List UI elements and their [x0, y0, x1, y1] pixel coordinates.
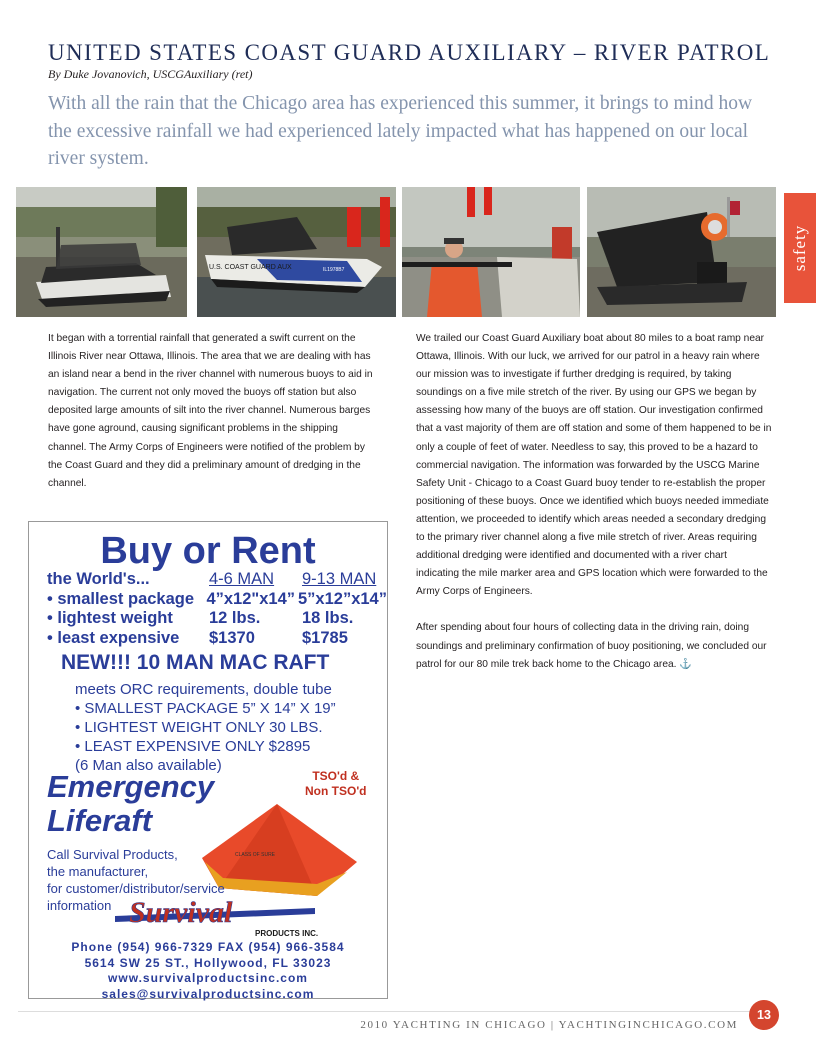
- ad-spec-cell: 9-13 MAN: [302, 570, 377, 588]
- survival-products-logo: [115, 892, 325, 940]
- ad-spec-row: [47, 609, 387, 629]
- ad-phone: Phone (954) 966-7329 FAX (954) 966-3584: [71, 940, 345, 954]
- ad-spec-cell: $1370: [209, 628, 255, 647]
- ad-spec-cell: • lightest weight: [47, 609, 173, 627]
- ad-spec-cell: 18 lbs.: [302, 609, 354, 627]
- logo-wordmark: Survival: [129, 896, 233, 929]
- ad-spec-cell: 12 lbs.: [209, 609, 261, 627]
- ad-emergency-liferaft: [47, 770, 214, 838]
- section-tab: [784, 193, 816, 303]
- ad-call-line: Call Survival Products,: [47, 847, 178, 862]
- ad-contact-block: [29, 940, 387, 1002]
- ad-tso-line: Non TSO'd: [305, 784, 367, 798]
- article-paragraph: We trailed our Coast Guard Auxiliary boat about 80 miles to a boat ramp near Ottawa, Illinois. With our luck, we arrived for our patrol in a heavy rain where our mission was to investigate if further dredging is required, by taking soundings on a five mile stretch of the river. By using our GPS we began by assessing how many of the buoys are off station. Our investigation confirmed that a vast majority of them are off station and some of them happened to be in only a couple of feet of water. Needless to say, this proved to be a hazard to commercial navigation. The information was forwarded by the USCG Marine Safety Unit - Chicago to a Coast Guard buoy tender to re-establish the proper positioning of these buoys. Once we identified which buoys needed immediate attention, we proceeded to identify which areas needed a secondary dredging to the primary river channel along a five mile stretch of river. Areas requiring additional dredging were identified and documented with a river chart indicating the mile marker area and GPS location which were forwarded to the Army Corps of Engineers.: [416, 333, 772, 598]
- hull-number: IL1978B7: [323, 267, 345, 273]
- ad-spec-row: [47, 590, 387, 610]
- ad-tso-note: [305, 769, 367, 799]
- logo-subtext: PRODUCTS INC.: [255, 929, 319, 938]
- ad-emergency-text: Emergency: [47, 769, 215, 804]
- ad-feature-item: • LIGHTEST WEIGHT ONLY 30 LBS.: [75, 719, 323, 736]
- photo-boat-at-dock: [16, 187, 187, 317]
- intro-paragraph: With all the rain that the Chicago area has experienced this summer, it brings to mind how the excessive rainfall we had experienced lately impacted what has happened on our local river system.: [48, 93, 753, 169]
- article-paragraph: It began with a torrential rainfall that generated a swift current on the Illinois River near Ottawa, Illinois. The area that we are dealing with has an island near a bend in the river channel with numerous buoys to aid in navigation. The current not only moved the buoys off station but also deposited large amounts of silt into the river channel. Numerous barges have gone aground, causing significant problems in the shipping channel. The Army Corps of Engineers were notified of the problem by the Coast Guard and they did a preliminary amount of dredging in the channel.: [48, 333, 373, 489]
- ad-spec-header-row: [47, 570, 387, 590]
- ad-liferaft-text: Liferaft: [47, 803, 153, 838]
- ad-address: 5614 SW 25 ST., Hollywood, FL 33023: [84, 955, 332, 970]
- ad-spec-cell: • smallest package: [47, 589, 195, 608]
- footer-divider: [18, 1011, 778, 1012]
- ad-spec-cell: 4”x12"x14”: [206, 589, 296, 608]
- ad-spec-cell: • least expensive: [47, 628, 180, 647]
- ad-tso-line: TSO'd &: [312, 769, 360, 783]
- byline: By Duke Jovanovich, USCGAuxiliary (ret): [48, 67, 253, 81]
- ad-call-line: information: [47, 898, 112, 913]
- ad-new-raft-line: NEW!!! 10 MAN MAC RAFT: [61, 651, 330, 674]
- ad-feature-item: (6 Man also available): [75, 757, 222, 774]
- survival-products-ad[interactable]: [28, 521, 388, 999]
- article-title: UNITED STATES COAST GUARD AUXILIARY – RIVER PATROL: [48, 40, 771, 65]
- article-column-2: [416, 330, 772, 692]
- ad-feature-list: [75, 680, 336, 775]
- hull-lettering: U.S. COAST GUARD AUX: [209, 264, 292, 271]
- photo-boat-with-motor: [587, 187, 776, 317]
- photo-coast-guard-boat: [197, 187, 396, 317]
- ad-email[interactable]: sales@survivalproductsinc.com: [101, 986, 315, 1001]
- ad-spec-table: [47, 570, 387, 648]
- ad-spec-cell: the World's...: [47, 570, 150, 588]
- page-number: 13: [749, 1000, 779, 1030]
- ad-spec-row: [47, 629, 387, 649]
- article-paragraph: After spending about four hours of collecting data in the driving rain, doing soundings and preliminary confirmation of buoy positioning, we concluded our patrol for our 80 mile trek back home to the Chicago area. ⚓: [416, 622, 767, 670]
- ad-feature-item: • LEAST EXPENSIVE ONLY $2895: [75, 738, 311, 755]
- ad-feature-item: meets ORC requirements, double tube: [75, 681, 332, 698]
- ad-call-line: for customer/distributor/service: [47, 881, 225, 896]
- section-tab-label: safety: [790, 224, 809, 272]
- raft-label: CLASS OF SURE: [235, 852, 276, 858]
- ad-headline: Buy or Rent: [100, 530, 316, 572]
- ad-website[interactable]: www.survivalproductsinc.com: [108, 971, 308, 985]
- ad-spec-cell: 5”x12”x14”: [298, 589, 387, 608]
- footer-text: 2010 YACHTING IN CHICAGO | YACHTINGINCHICAGO.COM: [360, 1019, 738, 1031]
- ad-spec-cell: 4-6 MAN: [209, 570, 275, 588]
- ad-feature-item: • SMALLEST PACKAGE 5” X 14” X 19”: [75, 700, 336, 717]
- ad-call-line: the manufacturer,: [47, 864, 149, 879]
- article-column-1: [48, 330, 374, 511]
- ad-spec-cell: $1785: [302, 628, 348, 647]
- photo-crew-member: [402, 187, 580, 317]
